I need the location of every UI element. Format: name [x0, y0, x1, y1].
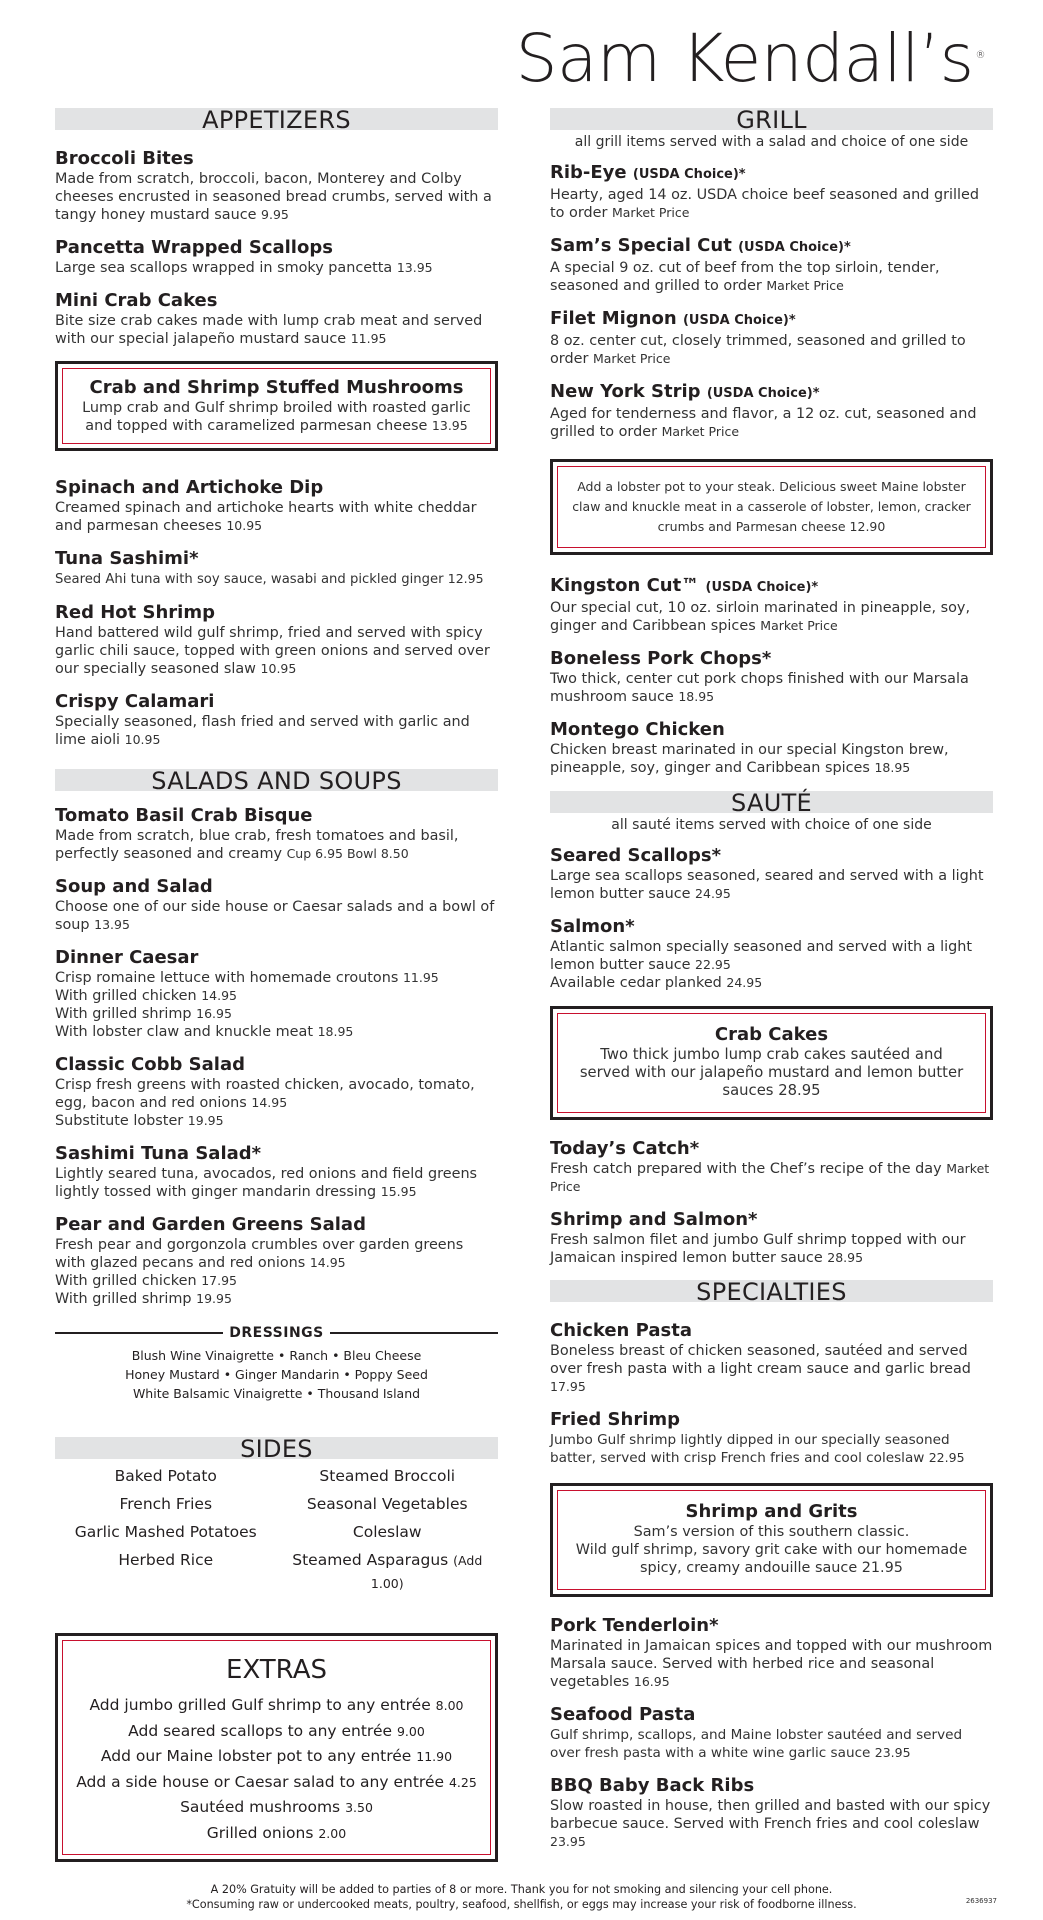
menu-item: New York Strip (USDA Choice)* Aged for tenderness and flavor, a 12 oz. cut, seasoned and grilled to order Market Price: [550, 381, 977, 440]
extras-item: Add jumbo grilled Gulf shrimp to any entrée 8.00: [89, 1696, 464, 1714]
side-item: French Fries: [119, 1495, 213, 1513]
menu-item: Pork Tenderloin* Marinated in Jamaican spices and topped with our mushroom Marsala sauce. Served with herbed rice and seasonal vegetables 16.95: [550, 1615, 993, 1690]
saute-subtitle: all sauté items served with choice of one side: [611, 817, 932, 833]
extras-item: Add our Maine lobster pot to any entrée 11.90: [100, 1747, 453, 1765]
menu-item: Dinner Caesar Crisp romaine lettuce with homemade croutons 11.95 With grilled chicken 14.95 With grilled shrimp 16.95 With lobster claw and knuckle meat 18.95: [55, 947, 439, 1040]
side-item: Baked Potato: [114, 1467, 217, 1485]
sides-heading: SIDES: [55, 1437, 498, 1459]
extras-heading: EXTRAS: [226, 1655, 327, 1685]
menu-item: Tomato Basil Crab Bisque Made from scratch, blue crab, fresh tomatoes and basil, perfectly seasoned and creamy Cup 6.95 Bowl 8.50: [55, 805, 459, 862]
appetizers-heading: APPETIZERS: [55, 108, 498, 130]
menu-item: Seared Scallops* Large sea scallops seasoned, seared and served with a light lemon butter sauce 24.95: [550, 845, 984, 902]
extras-item: Sautéed mushrooms 3.50: [180, 1798, 373, 1816]
side-item: Steamed Asparagus (Add 1.00): [292, 1551, 483, 1591]
gratuity-notice: A 20% Gratuity will be added to parties of 8 or more. Thank you for not smoking and silencing your cell phone.: [210, 1883, 833, 1896]
extras-box: [55, 1633, 498, 1862]
extras-item: Grilled onions 2.00: [206, 1823, 347, 1842]
menu-item: Spinach and Artichoke Dip Creamed spinach and artichoke hearts with white cheddar and parmesan cheeses 10.95: [55, 477, 477, 534]
menu-item: Fried Shrimp Jumbo Gulf shrimp lightly dipped in our specially seasoned batter, served with crisp French fries and cool coleslaw 22.95: [550, 1409, 965, 1466]
menu-item: Tuna Sashimi* Seared Ahi tuna with soy sauce, wasabi and pickled ginger 12.95: [55, 548, 484, 587]
menu-item: Pancetta Wrapped Scallops Large sea scallops wrapped in smoky pancetta 13.95: [55, 237, 433, 276]
extras-item: Add a side house or Caesar salad to any entrée 4.25: [76, 1772, 477, 1791]
restaurant-logo: Sam Kendall’s ®: [515, 20, 985, 97]
menu-item: Crispy Calamari Specially seasoned, flash fried and served with garlic and lime aioli 10.95: [55, 691, 470, 748]
shrimp-grits-box: Shrimp and Grits Sam’s version of this southern classic. Wild gulf shrimp, savory grit cake with our homemade spicy, creamy andouille sauce 21.95: [550, 1483, 993, 1597]
extras-item: Add seared scallops to any entrée 9.00: [128, 1721, 425, 1740]
menu-item: Classic Cobb Salad Crisp fresh greens with roasted chicken, avocado, tomato, egg, bacon and red onions 14.95 Substitute lobster 19.95: [55, 1054, 475, 1129]
side-item: Garlic Mashed Potatoes: [74, 1523, 257, 1541]
menu-item: Sashimi Tuna Salad* Lightly seared tuna, avocados, red onions and field greens lightly tossed with ginger mandarin dressing 15.95: [55, 1143, 478, 1200]
side-item: Steamed Broccoli: [319, 1467, 456, 1485]
menu-item: Rib-Eye (USDA Choice)* Hearty, aged 14 oz. USDA choice beef seasoned and grilled to order Market Price: [550, 162, 980, 221]
specialties-heading: SPECIALTIES: [550, 1280, 993, 1302]
consumption-warning: *Consuming raw or undercooked meats, poultry, seafood, shellfish, or eggs may increase your risk of foodborne illness.: [186, 1898, 857, 1911]
sides-list: [55, 1465, 498, 1595]
right-column: [550, 108, 993, 1864]
side-item: Herbed Rice: [118, 1551, 214, 1569]
menu-item: Montego Chicken Chicken breast marinated in our special Kingston brew, pineapple, soy, ginger and Caribbean spices 18.95: [550, 719, 949, 776]
menu-item: Today’s Catch* Fresh catch prepared with the Chef’s recipe of the day Market Price: [550, 1138, 990, 1194]
menu-item: Sam’s Special Cut (USDA Choice)* A special 9 oz. cut of beef from the top sirloin, tender, seasoned and grilled to order Market Price: [550, 235, 940, 294]
grill-subtitle: all grill items served with a salad and choice of one side: [574, 134, 969, 150]
footer-notice: [0, 1882, 1043, 1912]
menu-item: Mini Crab Cakes Bite size crab cakes made with lump crab meat and served with our special jalapeño mustard sauce 11.95: [55, 290, 483, 347]
menu-item: Broccoli Bites Made from scratch, broccoli, bacon, Monterey and Colby cheeses encrusted in seasoned bread crumbs, served with a tangy honey mustard sauce 9.95: [55, 148, 492, 223]
menu-item: Chicken Pasta Boneless breast of chicken seasoned, sautéed and served over fresh pasta with a light cream sauce and garlic bread 17.95: [550, 1320, 971, 1394]
side-item: Coleslaw: [352, 1523, 422, 1541]
document-code: 2636937: [965, 1897, 997, 1905]
featured-appetizer-box: Crab and Shrimp Stuffed Mushrooms Lump crab and Gulf shrimp broiled with roasted garlic and topped with caramelized parmesan cheese 13.95: [55, 361, 498, 451]
menu-item: Boneless Pork Chops* Two thick, center cut pork chops finished with our Marsala mushroom sauce 18.95: [550, 648, 969, 705]
menu-item: Seafood Pasta Gulf shrimp, scallops, and Maine lobster sautéed and served over fresh pasta with a white wine garlic sauce 23.95: [550, 1704, 963, 1761]
menu-item: Kingston Cut™ (USDA Choice)* Our special cut, 10 oz. sirloin marinated in pineapple, soy, ginger and Caribbean spices Market Price: [550, 575, 971, 634]
menu-item: Red Hot Shrimp Hand battered wild gulf shrimp, fried and served with spicy garlic chili sauce, topped with green onions and served over our specially seasoned slaw 10.95: [55, 602, 490, 677]
dressings-heading: DRESSINGS: [55, 1322, 498, 1342]
menu-item: Salmon* Atlantic salmon specially seasoned and served with a light lemon butter sauce 22.95 Available cedar planked 24.95: [550, 916, 972, 991]
menu-item: Soup and Salad Choose one of our side house or Caesar salads and a bowl of soup 13.95: [55, 876, 495, 933]
menu-item: Shrimp and Salmon* Fresh salmon filet and jumbo Gulf shrimp topped with our Jamaican inspired lemon butter sauce 28.95: [550, 1209, 966, 1266]
dressings-list: Blush Wine Vinaigrette • Ranch • Bleu Cheese Honey Mustard • Ginger Mandarin • Poppy Seed White Balsamic Vinaigrette • Thousand Island: [125, 1348, 428, 1401]
salads-soups-heading: SALADS AND SOUPS: [55, 769, 498, 791]
menu-item: Filet Mignon (USDA Choice)* 8 oz. center cut, closely trimmed, seasoned and grilled to order Market Price: [550, 308, 966, 367]
crab-cakes-box: Crab Cakes Two thick jumbo lump crab cakes sautéed and served with our jalapeño mustard and lemon butter sauces 28.95: [550, 1006, 993, 1120]
grill-heading: GRILL: [550, 108, 993, 130]
side-item: Seasonal Vegetables: [306, 1495, 468, 1513]
lobster-pot-box: Add a lobster pot to your steak. Delicious sweet Maine lobster claw and knuckle meat in a casserole of lobster, lemon, cracker crumbs and Parmesan cheese 12.90: [550, 459, 993, 555]
saute-heading: SAUTÉ: [550, 791, 993, 813]
menu-item: BBQ Baby Back Ribs Slow roasted in house, then grilled and basted with our spicy barbecue sauce. Served with French fries and cool coleslaw 23.95: [550, 1775, 991, 1849]
left-column: [55, 108, 498, 1880]
menu-item: Pear and Garden Greens Salad Fresh pear and gorgonzola crumbles over garden greens with glazed pecans and red onions 14.95 With grilled chicken 17.95 With grilled shrimp 19.95: [55, 1214, 464, 1307]
